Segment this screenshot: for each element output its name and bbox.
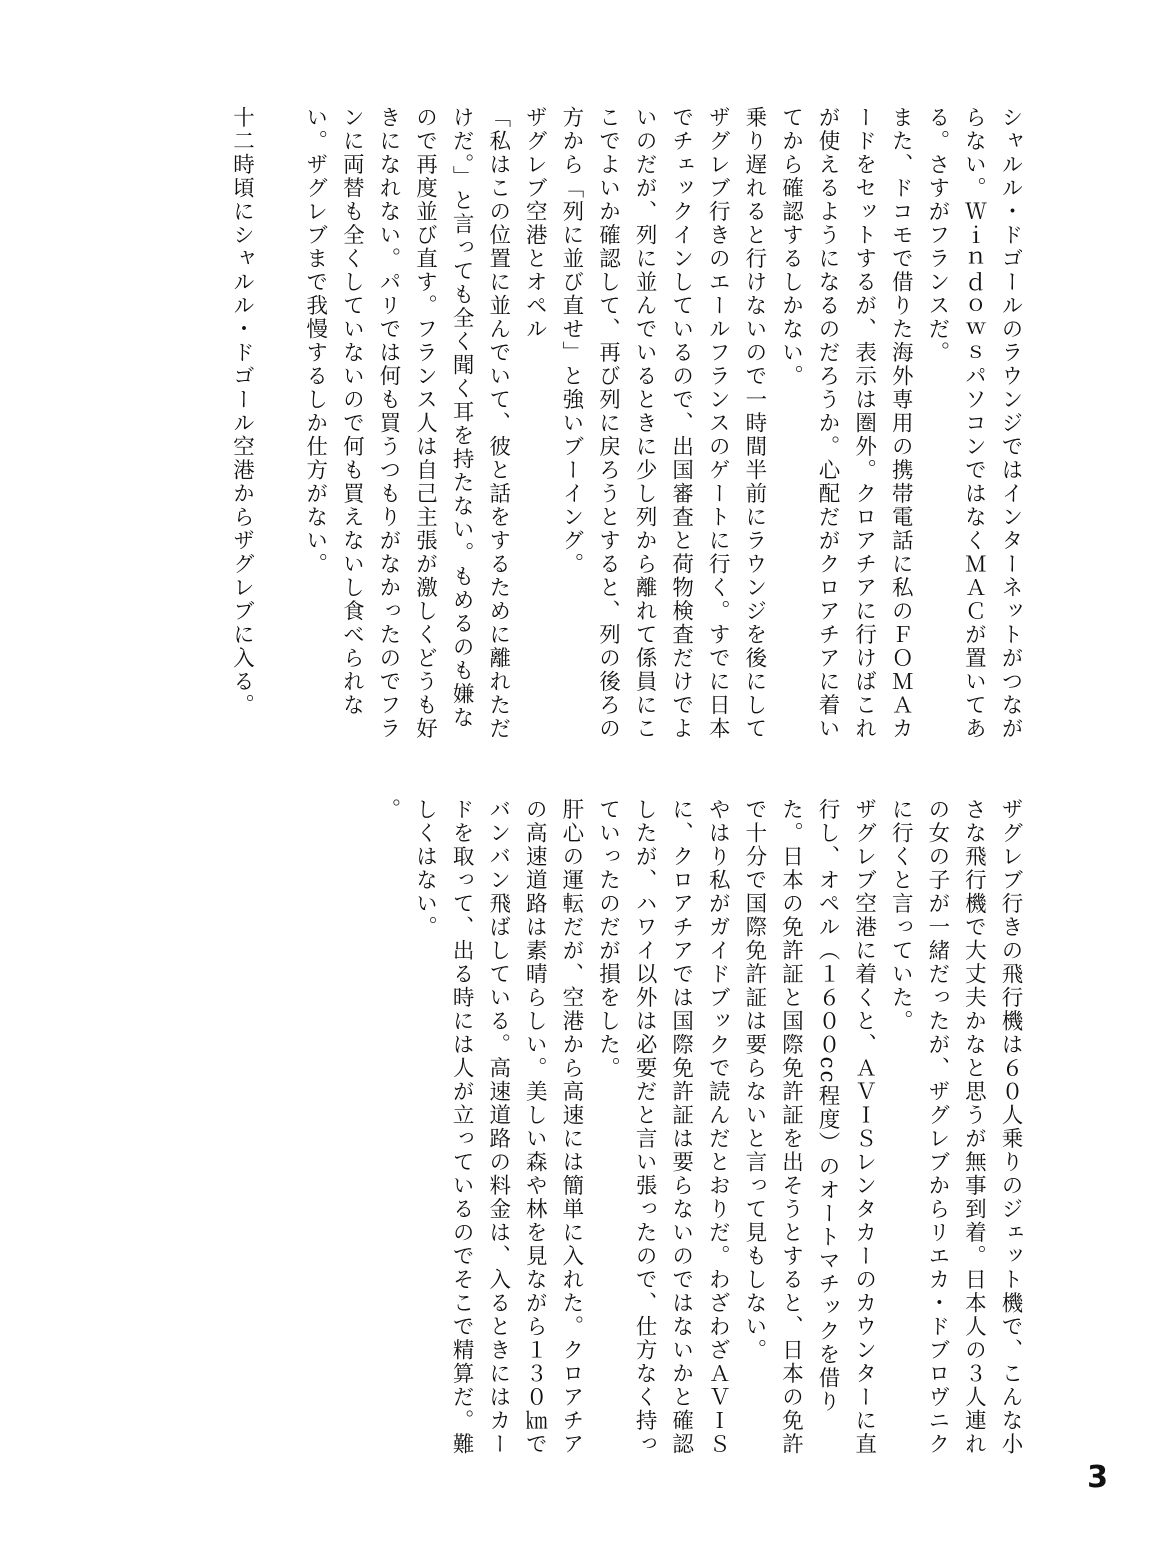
paragraph: 「私はこの位置に並んでいて、彼と話をするために離れただけだ。」と言っても全く聞く耳を持たない。もめるのも嫌なので再度並び直す。フランス人は自己主張が激しくどうも好きになれない。パリでは何も買うつもりがなかったのでフランに両替も全くしていないので何も買えないし食べられない。ザグレブまで我慢するしか仕方がない。 [302, 106, 511, 741]
page-number: 3 [1087, 1460, 1108, 1495]
paragraph: また、ドコモで借りた海外専用の携帯電話に私のＦＯＭＡカードをセットするが、表示は圏外。クロアチアに行けばこれが使えるようになるのだろうか。心配だがクロアチアに着いてから確認するしかない。 [778, 106, 914, 741]
bottom-text-block [112, 798, 1028, 1458]
paragraph: ザグレブ空港に着くと、ＡＶＩＳレンタカーのカウンターに直行し、オペル（１６００cc程度）のオートマチックを借りた。日本の免許証と国際免許証を出そうとすると、日本の免許で十分で国際免許証は要らないと言って見もしない。 [741, 798, 877, 1456]
section-heading: ザグレブ空港とオペル [522, 106, 548, 341]
paragraph: 乗り遅れると行けないので一時間半前にラウンジを後にしてザグレブ行きのエールフランスのゲートに行く。すでに日本でチェックインしているので、出国審査と荷物検査だけでよいのだが、列に並んでいるときに少し列から離れて係員にここでよいか確認して、再び列に戻ろうとすると、列の後ろの方から「列に並び直せ」と強いブーイング。 [558, 106, 767, 741]
paragraph: やはり私がガイドブックで読んだとおりだ。わざわざＡＶＩＳに、クロアチアでは国際免許証は要らないのではないかと確認したが、ハワイ以外は必要だと言い張ったので、仕方なく持っていったのだが損をした。 [595, 798, 731, 1456]
blank-line [260, 106, 297, 748]
paragraph: 十二時頃にシャルル・ドゴール空港からザグレブに入る。 [229, 106, 255, 717]
paragraph: 肝心の運転だが、空港から高速には簡単に入れた。クロアチアの高速道路は素晴らしい。美しい森や林を見ながら１３０㎞でバンバン飛ばしている。高速道路の料金は、入るときにはカードを取って、出る時には人が立っているのでそこで精算だ。難しくはない。 [412, 798, 584, 1456]
paragraph: 。 [375, 798, 401, 822]
paragraph: ザグレブ行きの飛行機は６０人乗りのジェット機で、こんな小さな飛行機で大丈夫かなと思うが無事到着。日本人の３人連れの女の子が一緒だったが、ザグレブからリエカ・ドブロヴニクに行くと言っていた。 [888, 798, 1023, 1456]
paragraph: シャルル・ドゴールのラウンジではインターネットがつながらない。ＷｉｎｄｏｗｓパソコンではなくＭＡＣが置いてある。さすがフランスだ。 [924, 106, 1023, 741]
top-text-block [112, 106, 1028, 748]
